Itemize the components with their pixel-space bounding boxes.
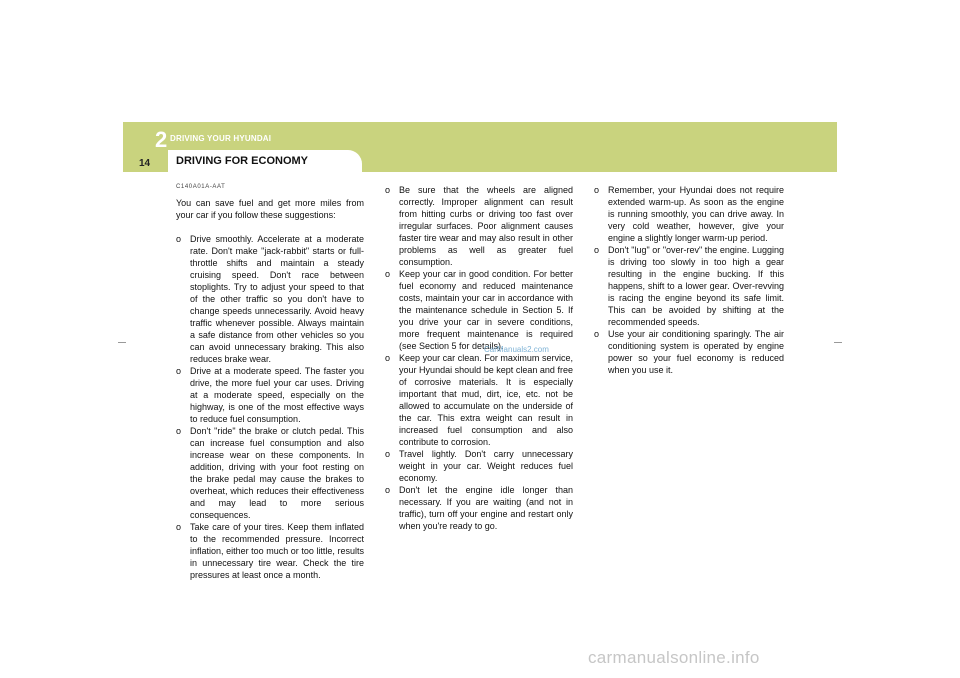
- chapter-title: DRIVING YOUR HYUNDAI: [170, 134, 272, 143]
- bullet-marker: o: [176, 426, 182, 436]
- chapter-number: 2: [155, 127, 168, 152]
- list-item: o Remember, your Hyundai does not require extended warm-up. As soon as the engine is running smoothly, you can drive away. In very cold weather, however, give your engine a slightly longer warm-up period.: [594, 185, 784, 243]
- text-column-2: [385, 184, 573, 532]
- list-item: o Be sure that the wheels are aligned correctly. Improper alignment can result from hitting curbs or driving too fast over irregular surfaces. Poor alignment causes faster tire wear and may also result in other problems as well as greater fuel consumption.: [385, 185, 573, 267]
- reference-code: C140A01A-AAT: [176, 184, 226, 190]
- list-item: o Travel lightly. Don't carry unnecessary weight in your car. Weight reduces fuel economy.: [385, 449, 573, 483]
- bullet-marker: o: [176, 234, 182, 244]
- watermark-mid: CarManuals2.com: [484, 345, 549, 354]
- list-item: o Don't "ride" the brake or clutch pedal. This can increase fuel consumption and also increase wear on these components. In addition, driving with your foot resting on the brake pedal may cause the brakes to overheat, which reduces their effectiveness and may lead to more serious consequences.: [176, 426, 364, 520]
- bullet-marker: o: [176, 366, 182, 376]
- crop-mark-right: [834, 342, 842, 343]
- list-item: o Use your air conditioning sparingly. The air conditioning system is operated by engine power so your fuel economy is reduced when you use it.: [594, 329, 784, 375]
- list-item: o Drive at a moderate speed. The faster you drive, the more fuel your car uses. Driving at a moderate speed, especially on the highway, is one of the most effective ways to reduce fuel consumption.: [176, 366, 364, 424]
- page-number: 14: [139, 158, 151, 169]
- watermark-bottom: carmanualsonline.info: [588, 648, 760, 667]
- list-item: o Don't let the engine idle longer than necessary. If you are waiting (and not in traffic), turn off your engine and restart only when you're ready to go.: [385, 485, 573, 531]
- list-item: o Take care of your tires. Keep them inflated to the recommended pressure. Incorrect inflation, either too much or too little, results in unnecessary tire wear. Check the tire pressures at least once a month.: [176, 522, 364, 580]
- list-item: o Drive smoothly. Accelerate at a moderate rate. Don't make "jack-rabbit" starts or full-throttle shifts and maintain a steady cruising speed. Don't race between stoplights. Try to adjust your speed to that of the other traffic so you don't have to change speeds unnecessarily. Avoid heavy traffic whenever possible. Always maintain a safe distance from other vehicles so you can avoid unnecessary braking. This also reduces brake wear.: [176, 234, 364, 364]
- bullet-marker: o: [385, 269, 391, 279]
- bullet-list-3: [594, 184, 784, 376]
- bullet-marker: o: [385, 185, 391, 195]
- bullet-marker: o: [385, 485, 391, 495]
- list-item: o Keep your car in good condition. For better fuel economy and reduced maintenance costs, maintain your car in accordance with the maintenance schedule in Section 5. If you drive your car in severe conditions, more frequent maintenance is required (see Section 5 for details).: [385, 269, 573, 351]
- bullet-list-2: [385, 184, 573, 532]
- bullet-marker: o: [594, 329, 600, 339]
- text-column-3: [594, 184, 784, 376]
- bullet-marker: o: [594, 245, 600, 255]
- bullet-marker: o: [385, 353, 391, 363]
- section-title: DRIVING FOR ECONOMY: [176, 155, 309, 167]
- list-item: o Keep your car clean. For maximum service, your Hyundai should be kept clean and free of corrosive materials. It is especially important that mud, dirt, ice, etc. not be allowed to accumulate on the underside of the car. This extra weight can result in increased fuel consumption and also contribute to corrosion.: [385, 353, 573, 447]
- list-item: o Don't "lug" or "over-rev" the engine. Lugging is driving too slowly in too high a gear resulting in the engine bucking. If this happens, shift to a lower gear. Over-revving is racing the engine beyond its safe limit. This can be avoided by shifting at the recommended speeds.: [594, 245, 784, 327]
- crop-mark-left: [118, 342, 126, 343]
- bullet-marker: o: [176, 522, 182, 532]
- text-column-1: [176, 197, 364, 581]
- bullet-marker: o: [385, 449, 391, 459]
- bullet-list-1: [176, 233, 364, 581]
- bullet-marker: o: [594, 185, 600, 195]
- intro-paragraph: You can save fuel and get more miles from your car if you follow these suggestions:: [176, 198, 364, 220]
